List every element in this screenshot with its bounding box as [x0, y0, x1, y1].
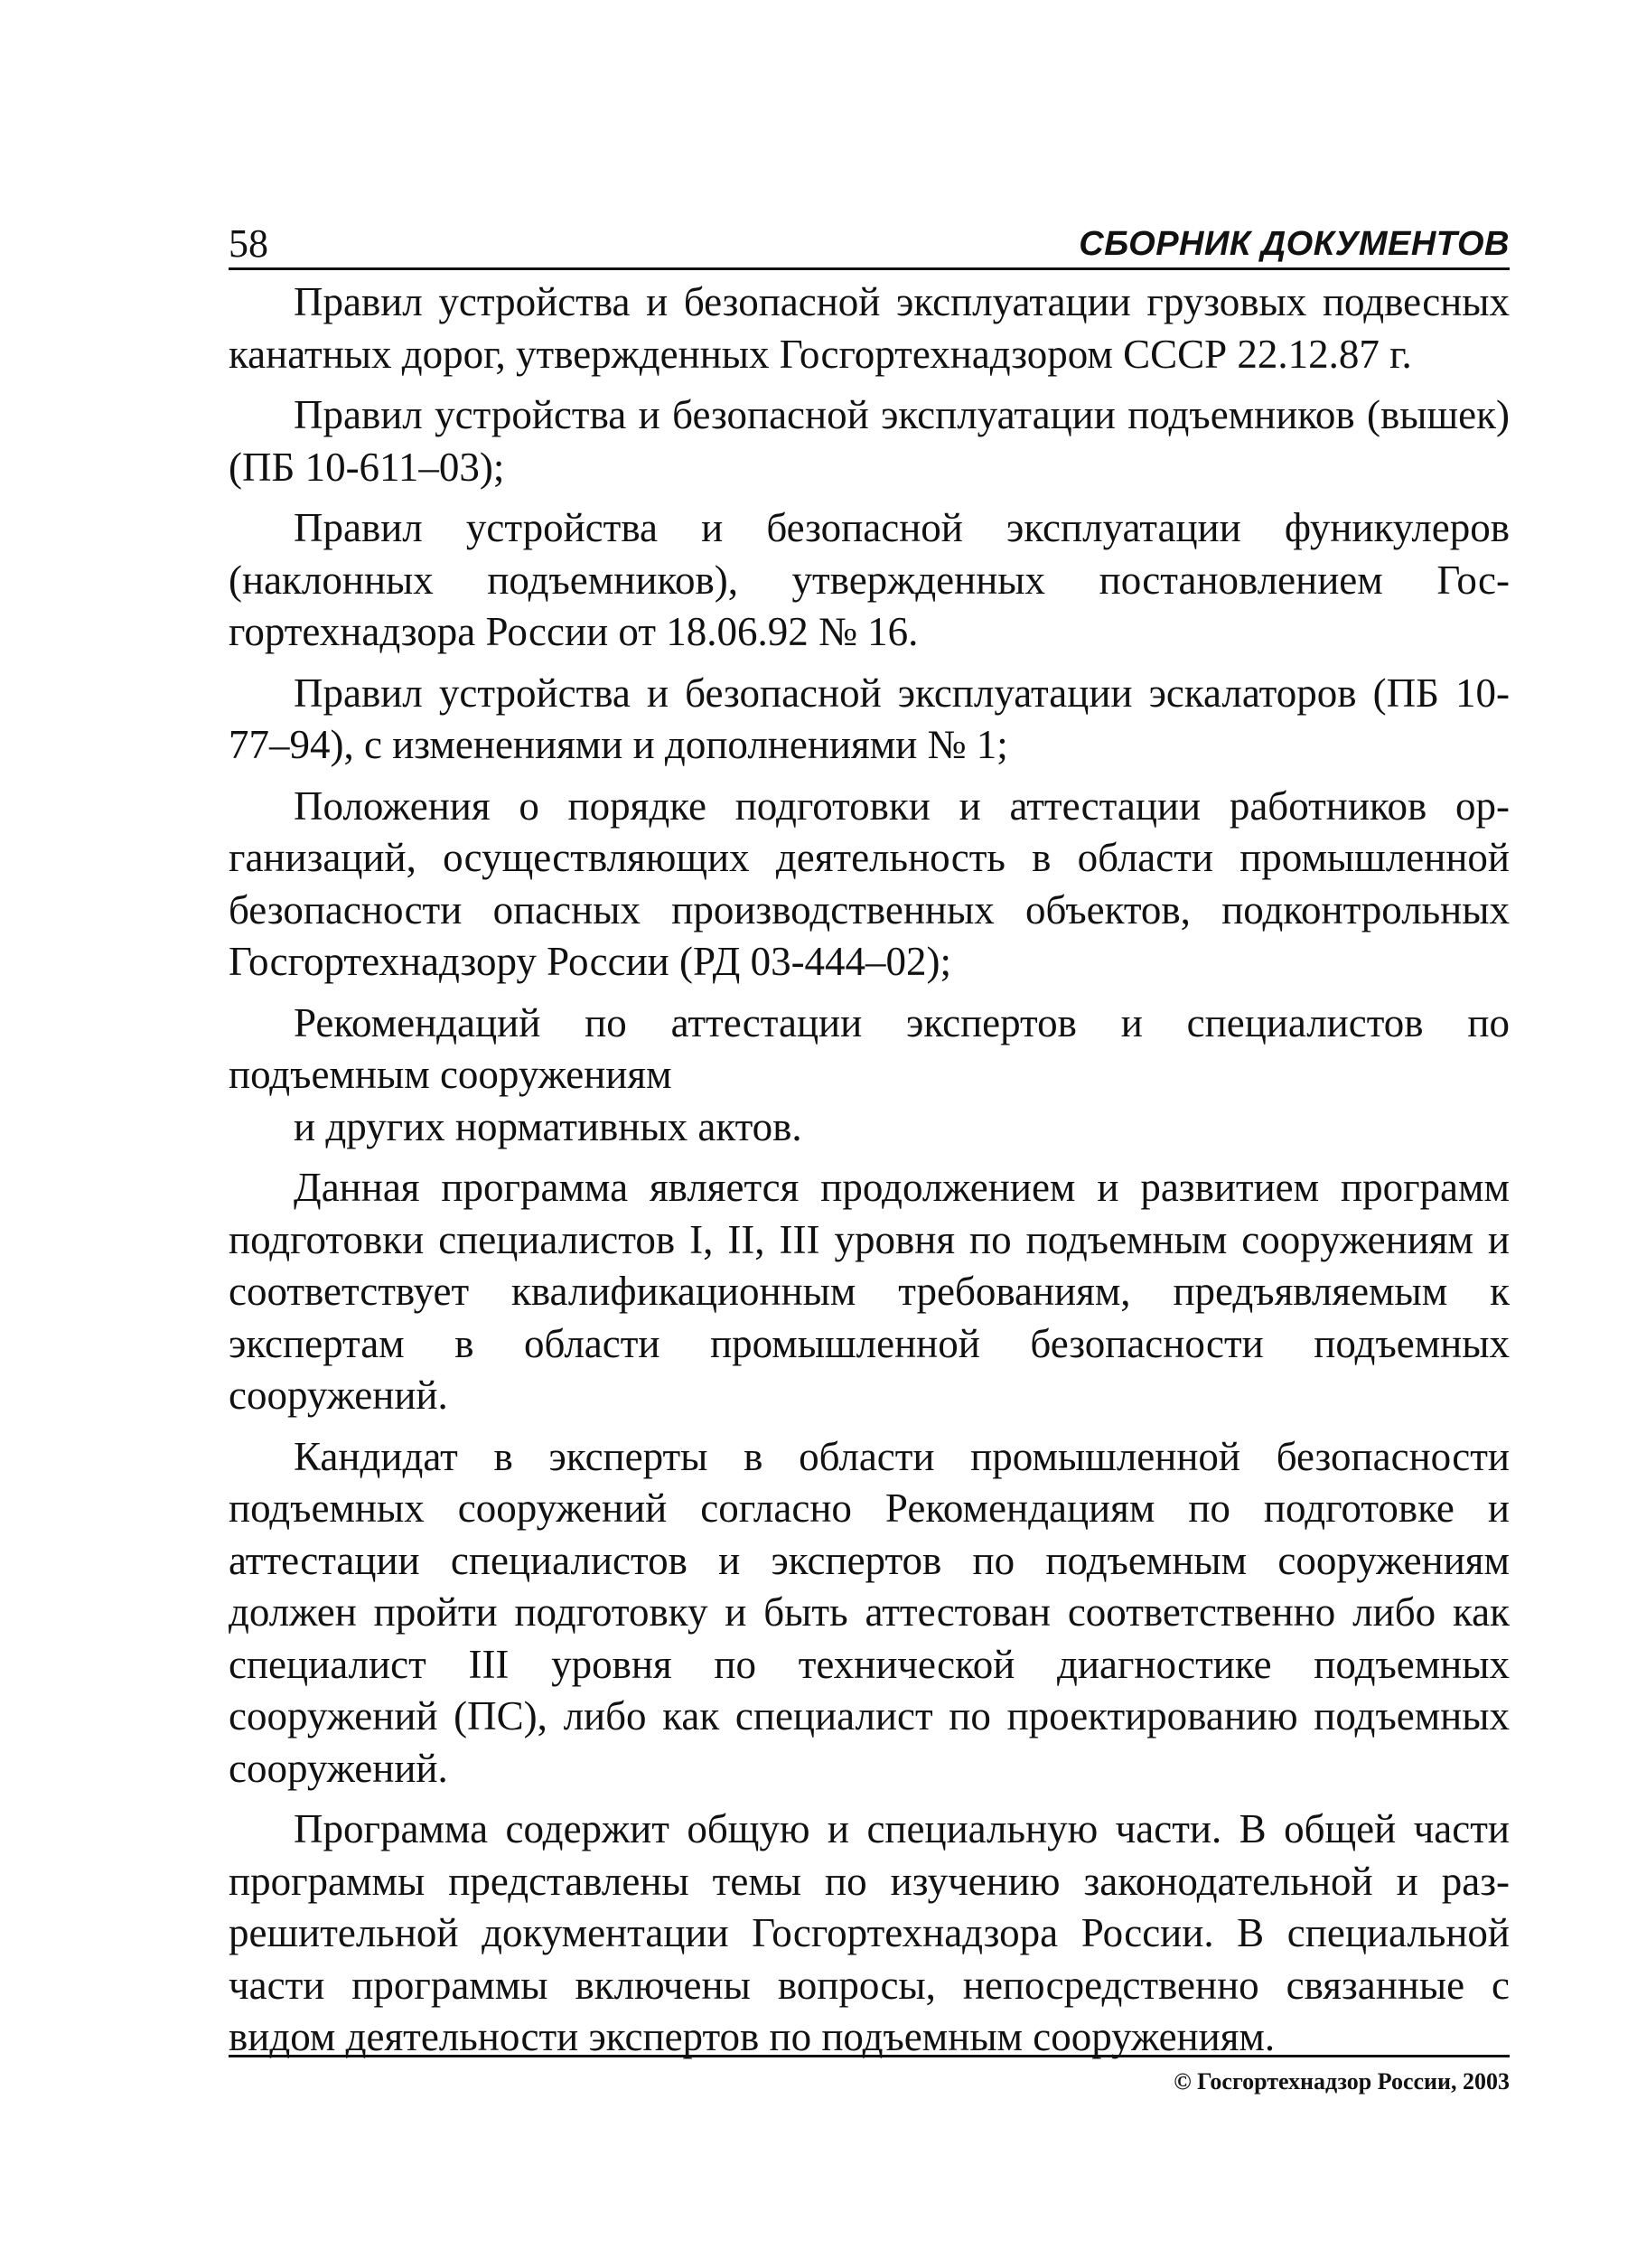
paragraph-program-structure: Программа содержит общую и специальную части. В общей части программы представлены темы по изучению законодательной и разрешительной документации Госгортехнадзора России. В специальной части программы включены вопросы, непосредственно связанные с видом деятельности экспертов по подъемным сооружениям.: [229, 1806, 1510, 2059]
paragraph-other-acts: и других нормативных актов.: [294, 1103, 802, 1149]
running-head: СБОРНИК ДОКУМЕНТОВ: [1079, 225, 1510, 263]
paragraph-lifts-towers: Правил устройства и безопасной эксплуатации подъемников (вышек) (ПБ 10-611–03);: [229, 392, 1510, 490]
footer-divider: [229, 2055, 1510, 2057]
copyright-notice: © Госгортехнадзор России, 2003: [1174, 2068, 1510, 2095]
paragraph-program-continuation: Данная программа является продолжением и развитием программ подготовки специалистов I, II, III уровня по подъемным сооружениям и соответствует квалификационным требованиям, предъявляемым к экспертам в области промышленной безопасности подъемных сооружений.: [229, 1165, 1510, 1418]
paragraph-funiculars: Правил устройства и безопасной эксплуатации фуникулеров (наклонных подъемников), утвержденных постановлением Госгортехнадзора России от 18.06.92 № 16.: [229, 505, 1510, 654]
paragraph-training-regulations: Положения о порядке подготовки и аттестации работников организаций, осуществляющих деятельность в области промышленной безопасности опасных производственных объектов, подконтрольных Госгортехнадзору России (РД 03-444–02);: [229, 783, 1510, 984]
document-body: [229, 276, 1510, 2073]
paragraph-attestation-recommendations: Рекомендаций по аттестации экспертов и специалистов по подъемным сооружениям: [229, 999, 1510, 1097]
page-number: 58: [229, 221, 268, 266]
page-header: [229, 213, 1510, 270]
paragraph-escalators: Правил устройства и безопасной эксплуатации эскалаторов (ПБ 10-77–94), с изменениями и дополнениями № 1;: [229, 670, 1510, 767]
paragraph-expert-candidate: Кандидат в эксперты в области промышленной безопасности подъемных сооружений согласно Рекомендациям по подготовке и аттестации специалистов и экспертов по подъемным сооружениям должен пройти подготовку и быть аттестован соответственно либо как специалист III уровня по технической диагностике подъемных сооружений (ПС), либо как специалист по проектированию подъемных сооружений.: [229, 1433, 1510, 1791]
paragraph-cargo-ropeways: Правил устройства и безопасной эксплуатации грузовых подвесных канатных дорог, утвержденных Госгортехнадзором СССР 22.12.87 г.: [229, 279, 1510, 377]
